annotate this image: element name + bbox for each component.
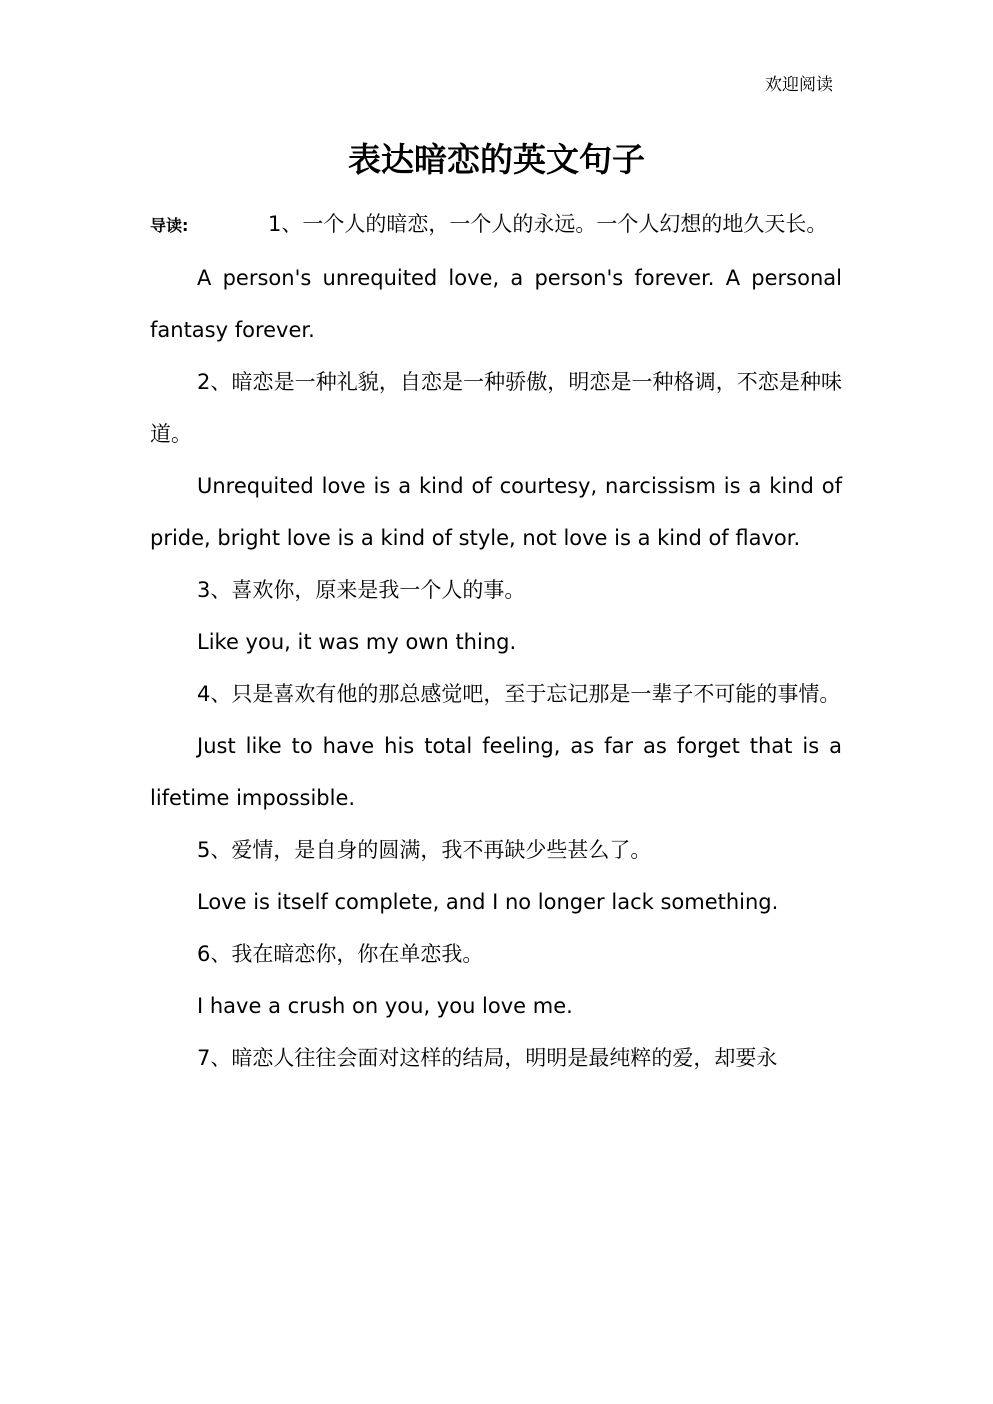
- paragraph: 2、暗恋是一种礼貌，自恋是一种骄傲，明恋是一种格调，不恋是种味道。: [150, 370, 842, 446]
- paragraph: 5、爱情，是自身的圆满，我不再缺少些甚么了。: [197, 838, 652, 862]
- document-body: [150, 198, 842, 1084]
- paragraph: Just like to have his total feeling, as far as forget that is a lifetime impossible.: [150, 734, 842, 810]
- paragraph: Love is itself complete, and I no longer lack something.: [197, 890, 779, 914]
- paragraph: 6、我在暗恋你，你在单恋我。: [197, 942, 484, 966]
- paragraph: Like you, it was my own thing.: [197, 630, 517, 654]
- intro-label: 导读:: [150, 216, 189, 235]
- paragraph: Unrequited love is a kind of courtesy, narcissism is a kind of pride, bright love is a kind of style, not love is a kind of flavor.: [150, 474, 842, 550]
- header-note: 欢迎阅读: [765, 75, 833, 95]
- paragraph: [150, 198, 842, 252]
- paragraph-text: 1、一个人的暗恋，一个人的永远。一个人幻想的地久天长。: [268, 212, 828, 236]
- paragraph: 4、只是喜欢有他的那总感觉吧，至于忘记那是一辈子不可能的事情。: [197, 682, 841, 706]
- paragraph: 3、喜欢你，原来是我一个人的事。: [197, 578, 526, 602]
- page-title: 表达暗恋的英文句子: [348, 140, 645, 179]
- paragraph: 7、暗恋人往往会面对这样的结局，明明是最纯粹的爱，却要永: [197, 1046, 778, 1070]
- paragraph: A person's unrequited love, a person's forever. A personal fantasy forever.: [150, 266, 842, 342]
- paragraph: I have a crush on you, you love me.: [197, 994, 573, 1018]
